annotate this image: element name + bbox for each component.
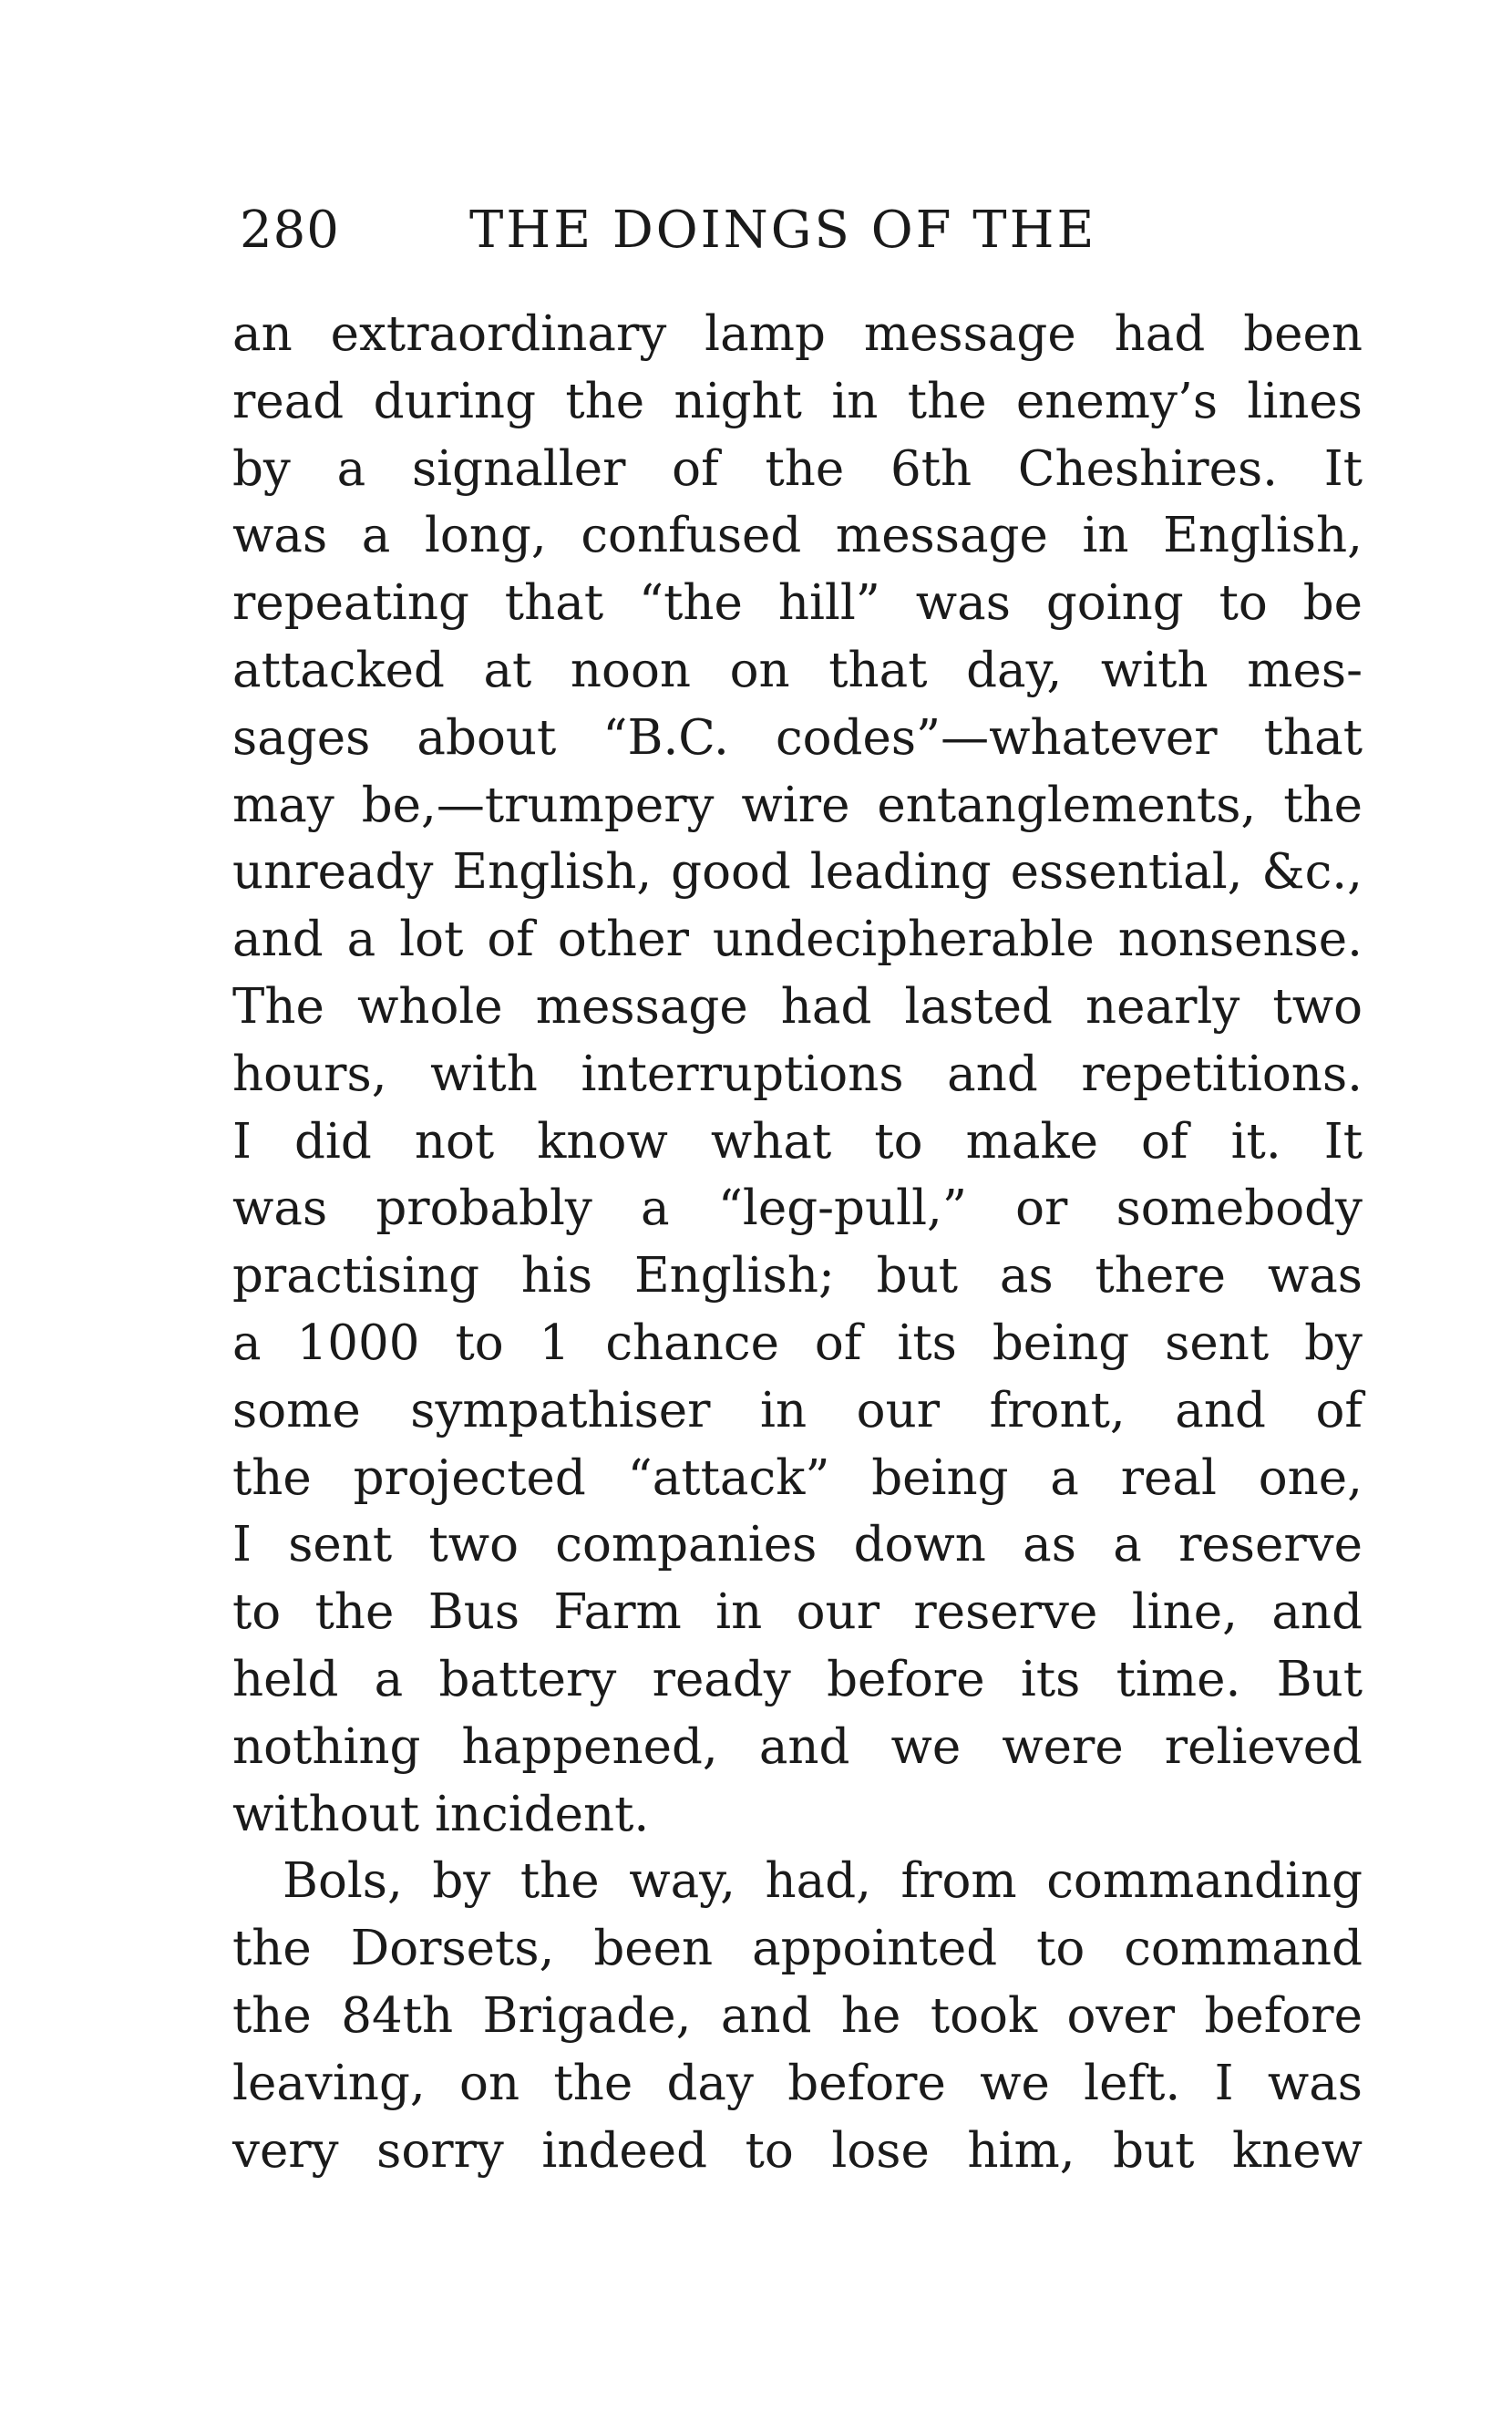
running-title: THE DOINGS OF THE — [469, 201, 1097, 260]
text-line: may be,—trumpery wire entanglements, the — [232, 777, 1363, 833]
paragraph-1 — [232, 301, 1363, 1848]
text-line: held a battery ready before its time. But — [232, 1651, 1363, 1707]
page-header — [232, 182, 1363, 264]
text-line: repeating that “the hill” was going to be — [232, 575, 1363, 632]
paragraph-2 — [232, 1848, 1363, 2184]
text-line: Bols, by the way, had, from commanding — [283, 1853, 1363, 1910]
text-line: without incident. — [232, 1786, 650, 1842]
text-line: The whole message had lasted nearly two — [232, 978, 1363, 1035]
text-line: I did not know what to make of it. It — [232, 1113, 1363, 1170]
text-line: an extraordinary lamp message had been — [232, 306, 1363, 362]
text-line: I sent two companies down as a reserve — [232, 1517, 1363, 1573]
text-line: the projected “attack” being a real one, — [232, 1449, 1363, 1506]
text-line: sages about “B.C. codes”—whatever that — [232, 709, 1363, 766]
text-line: some sympathiser in our front, and of — [232, 1382, 1363, 1438]
text-line: the Dorsets, been appointed to command — [232, 1921, 1363, 1977]
text-line: very sorry indeed to lose him, but knew — [232, 2122, 1363, 2179]
text-line: to the Bus Farm in our reserve line, and — [232, 1584, 1363, 1641]
text-line: attacked at noon on that day, with mes- — [232, 642, 1363, 698]
text-line: unready English, good leading essential, &c., — [232, 844, 1363, 901]
book-page — [232, 182, 1363, 2184]
page-number: 280 — [240, 201, 340, 260]
text-line: practising his English; but as there was — [232, 1248, 1363, 1304]
body-text — [232, 301, 1363, 2184]
text-line: and a lot of other undecipherable nonsense. — [232, 912, 1363, 968]
text-line: read during the night in the enemy’s lines — [232, 373, 1363, 429]
text-line: was a long, confused message in English, — [232, 508, 1363, 564]
text-line: by a signaller of the 6th Cheshires. It — [232, 440, 1363, 497]
text-line: the 84th Brigade, and he took over before — [232, 1987, 1363, 2044]
text-line: leaving, on the day before we left. I was — [232, 2055, 1363, 2111]
text-line: a 1000 to 1 chance of its being sent by — [232, 1314, 1363, 1371]
text-line: hours, with interruptions and repetitions. — [232, 1046, 1363, 1102]
text-line: nothing happened, and we were relieved — [232, 1718, 1363, 1775]
text-line: was probably a “leg-pull,” or somebody — [232, 1180, 1363, 1237]
